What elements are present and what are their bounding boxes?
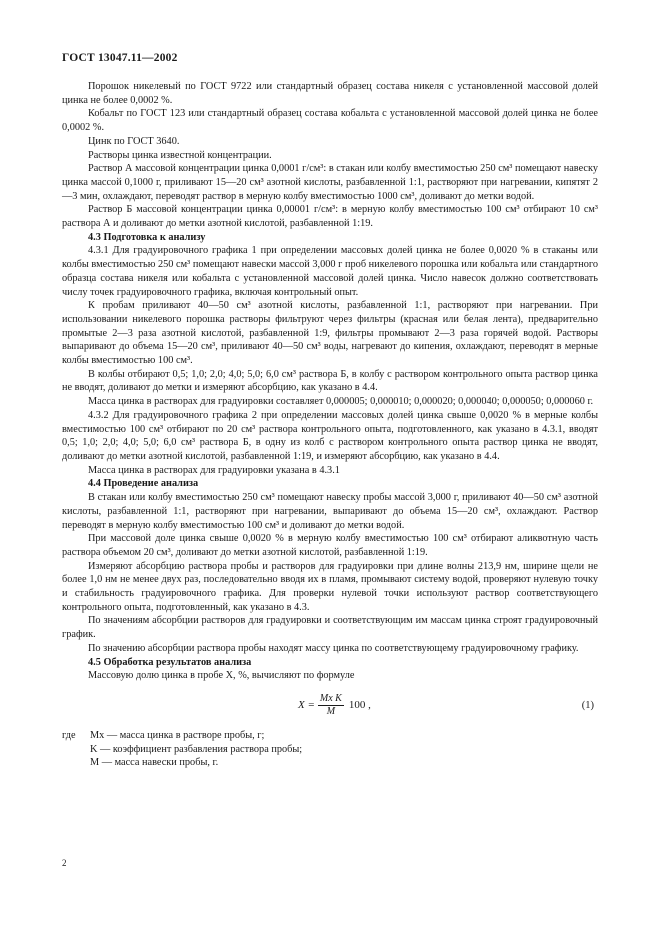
definition-text: Mx — масса цинка в растворе пробы, г;	[90, 729, 265, 741]
formula-block	[62, 691, 598, 721]
section-heading-4-4: 4.4 Проведение анализа	[88, 478, 199, 490]
paragraph: Измеряют абсорбцию раствора пробы и растворов для градуировки при длине волны 213,9 нм, ширине щели не более 1,0 нм не менее двух раз, последовательно вводя их в пламя, промывают систему водой, проверяют нулевую точку и стабильность градуировочного графика. Для проверки нулевой точки используют раствор соответствующего контрольного опыта, подготовленный, как указано в 4.3.	[62, 560, 598, 613]
paragraph: По значениям абсорбции растворов для градуировки и соответствующим им массам цинка строят градуировочный график.	[62, 615, 598, 641]
paragraph: Кобальт по ГОСТ 123 или стандартный образец состава кобальта с установленной массовой долей цинка не более 0,0002 %.	[62, 108, 598, 134]
formula	[298, 693, 371, 718]
formula-intro: Массовую долю цинка в пробе X, %, вычисляют по формуле	[88, 670, 355, 682]
definition-lead	[62, 743, 90, 757]
equation-number: (1)	[581, 699, 594, 711]
formula-lhs: X =	[298, 698, 315, 711]
formula-denominator: M	[326, 705, 336, 717]
page-header: ГОСТ 13047.11—2002	[62, 52, 178, 64]
definition-text: K — коэффициент разбавления раствора пробы;	[90, 743, 303, 755]
definition-row	[62, 729, 598, 743]
paragraph: К пробам приливают 40—50 см³ азотной кислоты, разбавленной 1:1, растворяют при нагревании. При использовании никелевого порошка растворы фильтруют через фильтры (красная или белая лента), предварительно промытые 2—3 раза азотной кислотой, разбавленной 1:9, фильтры промывают 2—3 раза горячей водой. Растворы выпаривают до объема 15—20 см³, приливают 40—50 см³ воды, нагревают до кипения, охлаждают, переводят в мерные колбы вместимостью 100 см³.	[62, 300, 598, 367]
paragraph: В колбы отбирают 0,5; 1,0; 2,0; 4,0; 5,0; 6,0 см³ раствора Б, в колбу с раствором контрольного опыта раствор цинка не вводят, доливают до метки и измеряют абсорбцию, как указано в 4.4.	[62, 368, 598, 394]
paragraph: Порошок никелевый по ГОСТ 9722 или стандартный образец состава никеля с установленной массовой долей цинка не более 0,0002 %.	[62, 81, 598, 106]
paragraph: Масса цинка в растворах для градуировки указана в 4.3.1	[88, 464, 340, 476]
definition-lead: где	[62, 729, 76, 741]
definition-row	[62, 756, 598, 770]
paragraph: 4.3.1 Для градуировочного графика 1 при определении массовых долей цинка не более 0,0020 % в стаканы или колбы вместимостью 250 см³ помещают навески массой 3,000 г проб никелевого порошка или кобальта или стандартного образца состава никеля или кобальта с установленной массовой долей цинка. Число навесок должно соответствовать числу точек градуировочного графика, включая контрольный опыт.	[62, 245, 598, 298]
page-number: 2	[62, 858, 67, 868]
formula-tail: 100 ,	[348, 698, 371, 711]
definition-text: M — масса навески пробы, г.	[90, 757, 219, 769]
paragraph: Раствор А массовой концентрации цинка 0,0001 г/см³: в стакан или колбу вместимостью 250 см³ помещают навеску цинка массой 0,1000 г, приливают 15—20 см³ азотной кислоты, разбавленной 1:1, растворяют при нагревании, кипятят 2—3 мин, охлаждают, переводят раствор в мерную колбу вместимостью 1000 см³, доливают до метки водой.	[62, 163, 598, 202]
paragraph: Масса цинка в растворах для градуировки составляет 0,000005; 0,000010; 0,000020; 0,000040; 0,000050; 0,000060 г.	[88, 396, 594, 408]
paragraph: В стакан или колбу вместимостью 250 см³ помещают навеску пробы массой 3,000 г, приливают 40—50 см³ азотной кислоты, разбавленной 1:1, растворяют при нагревании, выпаривают до объема 15—20 см³, охлаждают. Раствор переводят в мерную колбу вместимостью 100 см³ и доливают до метки водой.	[62, 492, 598, 531]
paragraph: При массовой доле цинка свыше 0,0020 % в мерную колбу вместимостью 100 см³ отбирают аликвотную часть раствора объемом 20 см³, доливают до метки азотной кислотой, разбавленной 1:19.	[62, 533, 598, 558]
paragraph: 4.3.2 Для градуировочного графика 2 при определении массовых долей цинка свыше 0,0020 % в мерные колбы вместимостью 100 см³ отбирают по 20 см³ раствора контрольного опыта, подготовленного, как указано в 4.3.1, вводят 0,5; 1,0; 2,0; 4,0; 5,0; 6,0 см³ раствора Б, в одну из колб с раствором контрольного опыта раствор цинка не вводят, доливают до метки азотной кислотой, разбавленной 1:19, и измеряют абсорбцию, как указано в 4.4.	[62, 409, 598, 462]
variable-definitions	[62, 729, 598, 770]
paragraph: Раствор Б массовой концентрации цинка 0,00001 г/см³: в мерную колбу вместимостью 100 см³ отбирают 10 см³ раствора А и доливают до метки азотной кислотой, разбавленной 1:19.	[62, 204, 598, 230]
paragraph: По значению абсорбции раствора пробы находят массу цинка по соответствующему градуировочному графику.	[88, 642, 579, 654]
document-body	[62, 80, 598, 770]
formula-fraction	[318, 693, 344, 718]
section-heading-4-5: 4.5 Обработка результатов анализа	[88, 656, 252, 668]
section-heading-4-3: 4.3 Подготовка к анализу	[88, 231, 206, 243]
definition-row	[62, 743, 598, 757]
formula-numerator: Mx K	[319, 692, 342, 704]
definition-lead	[62, 756, 90, 770]
paragraph: Растворы цинка известной концентрации.	[88, 149, 272, 161]
paragraph: Цинк по ГОСТ 3640.	[88, 135, 180, 147]
